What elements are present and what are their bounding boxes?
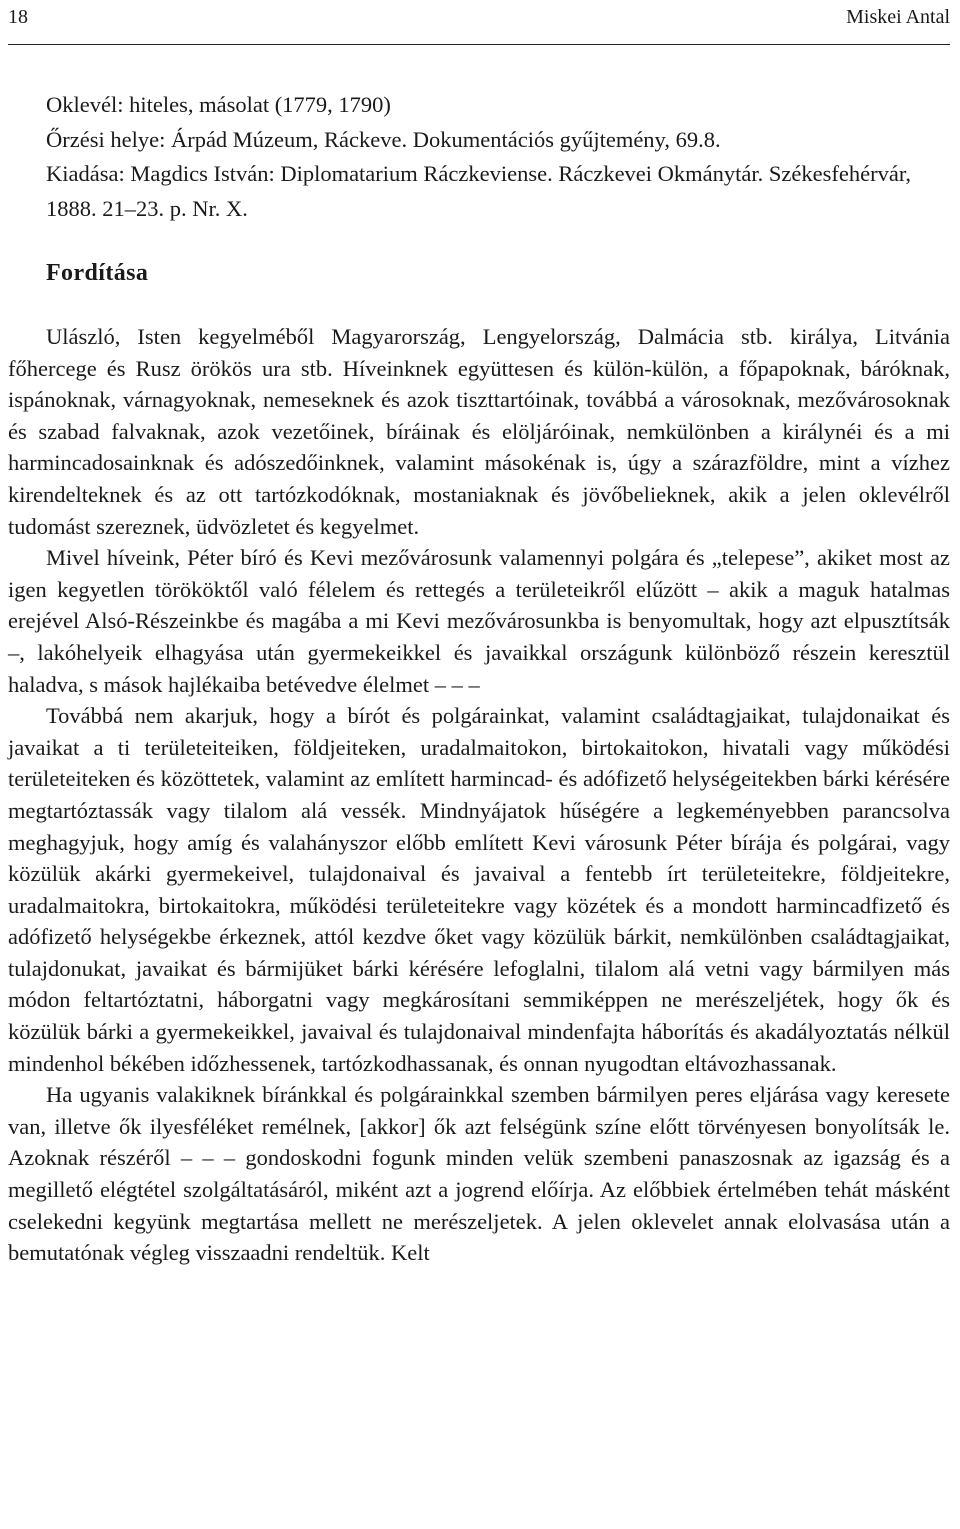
source-metadata bbox=[8, 88, 950, 226]
running-header-author: Miskei Antal bbox=[846, 6, 950, 28]
paragraph: Mivel híveink, Péter bíró és Kevi mezővárosunk valamennyi polgára és „telepese”, akiket most az igen kegyetlen törököktől való félelem és rettegés a területeikről elűzött – akik a maguk hatalmas erejével Alsó-Részeinkbe és magába a mi Kevi mezővárosunkba is benyomultak, hogy azt elpusztítsák –, lakóhelyeik elhagyása után gyermekeikkel és javaikkal országunk különböző részein keresztül haladva, s mások hajlékaiba betévedve élelmet – – – bbox=[8, 545, 950, 697]
running-header bbox=[8, 0, 950, 34]
paragraph: Továbbá nem akarjuk, hogy a bírót és polgárainkat, valamint családtagjaikat, tulajdonaikat és javaikat a ti területeiteiken, földjeiteken, uradalmaitokon, birtokaitokon, hivatali vagy működési területeiteken és közöttetek, valamint az említett harmincad- és adófizető helységeitekben bárki kérésére megtartóztassák vagy tilalom alá vessék. Mindnyájatok hűségére a legkeményebben parancsolva meghagyjuk, hogy amíg és valahányszor előbb említett Kevi városunk Péter bírája és polgárai, vagy közülük akárki gyermekeivel, tulajdonaival és javaival a fentebb írt területeitekre, földjeitekre, uradalmaitokra, birtokaitokra, működési területeitekre vagy közétek és a mondott harmincadfizető és adófizető helységekbe érkeznek, attól kezdve őket vagy közülük bárkit, nemkülönben családtagjaikat, tulajdonukat, javaikat és bármijüket bárki kérésére lefoglalni, tilalom alá vetni vagy bármilyen más módon feltartóztatni, háborgatni vagy megkárosítani semmiképpen ne merészeljétek, hogy ők és közülük bárki a gyermekeikkel, javaival és tulajdonaival mindenfajta háborítás és akadályoztatás nélkül mindenhol békében időzhessenek, tartózkodhassanak, és onnan nyugodtan eltávozhassanak. bbox=[8, 703, 950, 1076]
paragraph: Ha ugyanis valakiknek bíránkkal és polgárainkkal szemben bármilyen peres eljárása vagy keresete van, illetve ők ilyesféléket remélnek, [akkor] ők azt felségünk színe előtt törvényesen bonyolítsák le. Azoknak részéről – – – gondoskodni fogunk minden velük szembeni panaszosnak az igazság és a megillető elégtétel szolgáltatásáról, miként azt a jogrend előírja. Az előbbiek értelmében tehát másként cselekedni kegyünk megtartása mellett ne merészeljetek. A jelen oklevelet annak elolvasása után a bemutatónak végleg visszaadni rendeltük. Kelt bbox=[8, 1082, 950, 1266]
publication-line: Kiadása: Magdics István: Diplomatarium Ráczkeviense. Ráczkevei Okmánytár. Székesfehérvár, 1888. 21–23. p. Nr. X. bbox=[46, 161, 912, 221]
section-heading: Fordítása bbox=[46, 260, 149, 286]
paragraph: Ulászló, Isten kegyelméből Magyarország, Lengyelország, Dalmácia stb. királya, Litvánia főhercege és Rusz örökös ura stb. Híveinknek együttesen és külön-külön, a főpapoknak, báróknak, ispánoknak, várnagyoknak, nemeseknek és azok tiszttartóinak, továbbá a városoknak, mezővárosoknak és szabad falvaknak, azok vezetőinek, bíráinak és elöljáróinak, nemkülönben a királynéi és a mi harmincadosainknak és adószedőinknek, valamint másokénak is, úgy a szárazföldre, mint a vízhez kirendelteknek és az ott tartózkodóknak, mostaniaknak és jövőbelieknek, akik a jelen oklevélről tudomást szereznek, üdvözletet és kegyelmet. bbox=[8, 324, 950, 539]
translation-body bbox=[8, 321, 950, 1269]
archive-location-line: Őrzési helye: Árpád Múzeum, Ráckeve. Dokumentációs gyűjtemény, 69.8. bbox=[46, 126, 721, 152]
header-rule bbox=[8, 44, 950, 45]
charter-type-line: Oklevél: hiteles, másolat (1779, 1790) bbox=[46, 92, 391, 117]
page-number: 18 bbox=[8, 6, 28, 28]
